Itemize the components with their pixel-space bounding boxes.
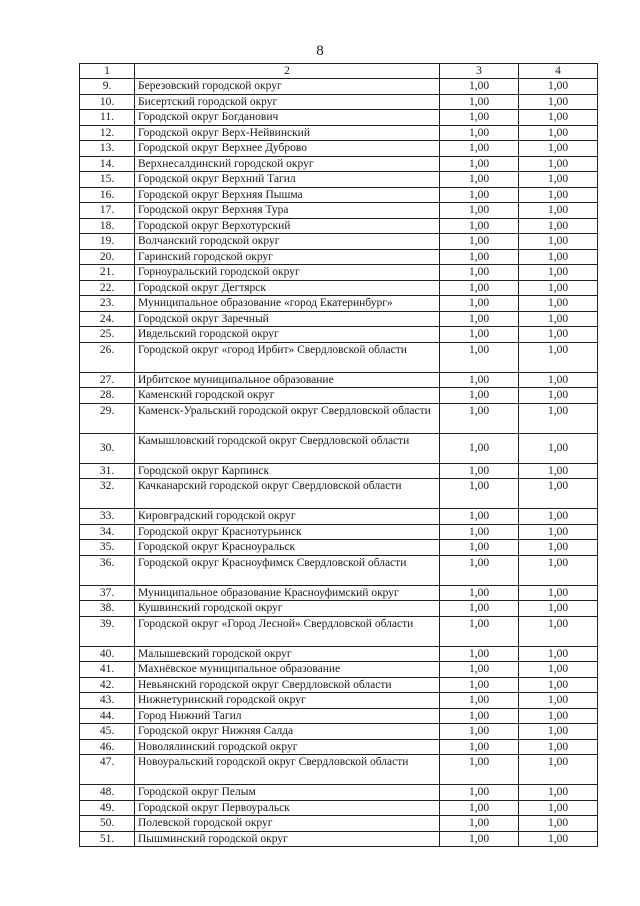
municipality-name-cell: Муниципальное образование Красноуфимский округ xyxy=(135,585,440,601)
value-col3-cell: 1,00 xyxy=(440,187,519,203)
value-col3-cell: 1,00 xyxy=(440,724,519,740)
value-col4-cell: 1,00 xyxy=(519,94,598,110)
row-number-cell: 16. xyxy=(80,187,135,203)
header-cell-1: 1 xyxy=(80,64,135,79)
municipality-name-cell: Муниципальное образование «город Екатеринбург» xyxy=(135,296,440,312)
municipality-name-cell: Каменск-Уральский городской округ Свердловской области xyxy=(135,403,440,433)
municipality-name-cell: Гаринский городской округ xyxy=(135,249,440,265)
municipality-name-cell: Кушвинский городской округ xyxy=(135,601,440,617)
value-col3-cell: 1,00 xyxy=(440,218,519,234)
value-col3-cell: 1,00 xyxy=(440,79,519,95)
row-number-cell: 26. xyxy=(80,342,135,372)
value-col4-cell: 1,00 xyxy=(519,388,598,404)
table-row xyxy=(80,327,598,343)
value-col3-cell: 1,00 xyxy=(440,280,519,296)
value-col4-cell: 1,00 xyxy=(519,187,598,203)
value-col3-cell: 1,00 xyxy=(440,800,519,816)
municipality-name-cell: Березовский городской округ xyxy=(135,79,440,95)
row-number-cell: 37. xyxy=(80,585,135,601)
row-number-cell: 17. xyxy=(80,203,135,219)
municipality-name-cell: Городской округ Заречный xyxy=(135,311,440,327)
row-number-cell: 14. xyxy=(80,156,135,172)
table-row xyxy=(80,342,598,372)
value-col3-cell: 1,00 xyxy=(440,524,519,540)
municipality-name-cell: Махнёвское муниципальное образование xyxy=(135,662,440,678)
value-col4-cell: 1,00 xyxy=(519,708,598,724)
row-number-cell: 11. xyxy=(80,110,135,126)
table-row xyxy=(80,125,598,141)
row-number-cell: 35. xyxy=(80,540,135,556)
row-number-cell: 23. xyxy=(80,296,135,312)
value-col3-cell: 1,00 xyxy=(440,555,519,585)
municipality-name-cell: Качканарский городской округ Свердловской области xyxy=(135,479,440,509)
municipality-name-cell: Новоуральский городской округ Свердловской области xyxy=(135,755,440,785)
value-col4-cell: 1,00 xyxy=(519,141,598,157)
value-col4-cell: 1,00 xyxy=(519,693,598,709)
row-number-cell: 30. xyxy=(80,433,135,463)
value-col3-cell: 1,00 xyxy=(440,94,519,110)
municipality-name-cell: Кировградский городской округ xyxy=(135,509,440,525)
value-col4-cell: 1,00 xyxy=(519,327,598,343)
municipality-name-cell: Бисертский городской округ xyxy=(135,94,440,110)
value-col3-cell: 1,00 xyxy=(440,601,519,617)
value-col4-cell: 1,00 xyxy=(519,800,598,816)
header-cell-3: 3 xyxy=(440,64,519,79)
row-number-cell: 32. xyxy=(80,479,135,509)
table-row xyxy=(80,218,598,234)
value-col3-cell: 1,00 xyxy=(440,693,519,709)
municipality-name-cell: Городской округ Красноуфимск Свердловской области xyxy=(135,555,440,585)
value-col3-cell: 1,00 xyxy=(440,388,519,404)
table-row xyxy=(80,479,598,509)
value-col3-cell: 1,00 xyxy=(440,708,519,724)
value-col3-cell: 1,00 xyxy=(440,156,519,172)
table-row xyxy=(80,172,598,188)
table-row xyxy=(80,110,598,126)
table-row xyxy=(80,296,598,312)
value-col4-cell: 1,00 xyxy=(519,724,598,740)
table-row xyxy=(80,724,598,740)
table-row xyxy=(80,433,598,463)
value-col3-cell: 1,00 xyxy=(440,433,519,463)
value-col4-cell: 1,00 xyxy=(519,616,598,646)
value-col3-cell: 1,00 xyxy=(440,509,519,525)
value-col3-cell: 1,00 xyxy=(440,311,519,327)
value-col4-cell: 1,00 xyxy=(519,755,598,785)
value-col4-cell: 1,00 xyxy=(519,646,598,662)
table-row xyxy=(80,249,598,265)
table-row xyxy=(80,79,598,95)
row-number-cell: 31. xyxy=(80,463,135,479)
value-col3-cell: 1,00 xyxy=(440,463,519,479)
value-col3-cell: 1,00 xyxy=(440,816,519,832)
row-number-cell: 27. xyxy=(80,372,135,388)
value-col4-cell: 1,00 xyxy=(519,785,598,801)
table-header-row xyxy=(80,64,598,79)
value-col4-cell: 1,00 xyxy=(519,372,598,388)
row-number-cell: 33. xyxy=(80,509,135,525)
municipality-name-cell: Нижнетуринский городской округ xyxy=(135,693,440,709)
table-row xyxy=(80,94,598,110)
table-row xyxy=(80,463,598,479)
row-number-cell: 45. xyxy=(80,724,135,740)
table-row xyxy=(80,403,598,433)
municipality-name-cell: Городской округ Верхотурский xyxy=(135,218,440,234)
municipality-name-cell: Городской округ Верхний Тагил xyxy=(135,172,440,188)
table-row xyxy=(80,540,598,556)
value-col4-cell: 1,00 xyxy=(519,677,598,693)
municipality-name-cell: Ивдельский городской округ xyxy=(135,327,440,343)
table-row xyxy=(80,203,598,219)
municipality-name-cell: Городской округ Богданович xyxy=(135,110,440,126)
row-number-cell: 44. xyxy=(80,708,135,724)
municipality-name-cell: Городской округ Верхняя Пышма xyxy=(135,187,440,203)
value-col4-cell: 1,00 xyxy=(519,816,598,832)
row-number-cell: 25. xyxy=(80,327,135,343)
value-col4-cell: 1,00 xyxy=(519,311,598,327)
row-number-cell: 21. xyxy=(80,265,135,281)
value-col3-cell: 1,00 xyxy=(440,662,519,678)
value-col3-cell: 1,00 xyxy=(440,125,519,141)
value-col3-cell: 1,00 xyxy=(440,831,519,847)
row-number-cell: 49. xyxy=(80,800,135,816)
header-cell-2: 2 xyxy=(135,64,440,79)
municipality-name-cell: Городской округ Первоуральск xyxy=(135,800,440,816)
row-number-cell: 51. xyxy=(80,831,135,847)
value-col3-cell: 1,00 xyxy=(440,296,519,312)
municipality-name-cell: Малышевский городской округ xyxy=(135,646,440,662)
value-col4-cell: 1,00 xyxy=(519,342,598,372)
value-col3-cell: 1,00 xyxy=(440,372,519,388)
table-row xyxy=(80,234,598,250)
table-row xyxy=(80,509,598,525)
table-row xyxy=(80,693,598,709)
value-col4-cell: 1,00 xyxy=(519,125,598,141)
municipality-name-cell: Городской округ Красноуральск xyxy=(135,540,440,556)
municipality-name-cell: Городской округ Пелым xyxy=(135,785,440,801)
value-col4-cell: 1,00 xyxy=(519,739,598,755)
value-col4-cell: 1,00 xyxy=(519,218,598,234)
row-number-cell: 34. xyxy=(80,524,135,540)
municipality-name-cell: Городской округ Верхняя Тура xyxy=(135,203,440,219)
value-col4-cell: 1,00 xyxy=(519,403,598,433)
value-col3-cell: 1,00 xyxy=(440,616,519,646)
row-number-cell: 46. xyxy=(80,739,135,755)
value-col4-cell: 1,00 xyxy=(519,585,598,601)
row-number-cell: 50. xyxy=(80,816,135,832)
municipality-name-cell: Каменский городской округ xyxy=(135,388,440,404)
row-number-cell: 40. xyxy=(80,646,135,662)
table-row xyxy=(80,265,598,281)
value-col3-cell: 1,00 xyxy=(440,403,519,433)
value-col4-cell: 1,00 xyxy=(519,172,598,188)
value-col3-cell: 1,00 xyxy=(440,739,519,755)
row-number-cell: 13. xyxy=(80,141,135,157)
value-col4-cell: 1,00 xyxy=(519,234,598,250)
municipality-name-cell: Пышминский городской округ xyxy=(135,831,440,847)
row-number-cell: 43. xyxy=(80,693,135,709)
value-col4-cell: 1,00 xyxy=(519,203,598,219)
municipality-name-cell: Городской округ «Город Лесной» Свердловской области xyxy=(135,616,440,646)
municipality-name-cell: Горноуральский городской округ xyxy=(135,265,440,281)
row-number-cell: 48. xyxy=(80,785,135,801)
table-row xyxy=(80,555,598,585)
value-col4-cell: 1,00 xyxy=(519,601,598,617)
table-row xyxy=(80,831,598,847)
table-row xyxy=(80,616,598,646)
value-col3-cell: 1,00 xyxy=(440,110,519,126)
page-number: 8 xyxy=(316,43,324,59)
value-col4-cell: 1,00 xyxy=(519,249,598,265)
table-row xyxy=(80,524,598,540)
value-col4-cell: 1,00 xyxy=(519,463,598,479)
row-number-cell: 41. xyxy=(80,662,135,678)
header-cell-4: 4 xyxy=(519,64,598,79)
municipality-name-cell: Городской округ Дегтярск xyxy=(135,280,440,296)
table-row xyxy=(80,156,598,172)
value-col4-cell: 1,00 xyxy=(519,265,598,281)
table-row xyxy=(80,311,598,327)
row-number-cell: 20. xyxy=(80,249,135,265)
row-number-cell: 10. xyxy=(80,94,135,110)
value-col3-cell: 1,00 xyxy=(440,342,519,372)
row-number-cell: 29. xyxy=(80,403,135,433)
municipality-name-cell: Городской округ Краснотурьинск xyxy=(135,524,440,540)
value-col3-cell: 1,00 xyxy=(440,327,519,343)
table-row xyxy=(80,646,598,662)
value-col4-cell: 1,00 xyxy=(519,156,598,172)
value-col3-cell: 1,00 xyxy=(440,265,519,281)
row-number-cell: 12. xyxy=(80,125,135,141)
value-col4-cell: 1,00 xyxy=(519,509,598,525)
municipality-name-cell: Городской округ Карпинск xyxy=(135,463,440,479)
table-row xyxy=(80,739,598,755)
municipality-name-cell: Новолялинский городской округ xyxy=(135,739,440,755)
value-col4-cell: 1,00 xyxy=(519,296,598,312)
table-row xyxy=(80,800,598,816)
row-number-cell: 39. xyxy=(80,616,135,646)
value-col4-cell: 1,00 xyxy=(519,662,598,678)
municipality-name-cell: Городской округ «город Ирбит» Свердловской области xyxy=(135,342,440,372)
value-col4-cell: 1,00 xyxy=(519,555,598,585)
value-col3-cell: 1,00 xyxy=(440,585,519,601)
table-body xyxy=(80,64,598,847)
value-col3-cell: 1,00 xyxy=(440,755,519,785)
municipality-name-cell: Ирбитское муниципальное образование xyxy=(135,372,440,388)
row-number-cell: 38. xyxy=(80,601,135,617)
row-number-cell: 19. xyxy=(80,234,135,250)
table-row xyxy=(80,677,598,693)
table-row xyxy=(80,601,598,617)
value-col4-cell: 1,00 xyxy=(519,831,598,847)
value-col4-cell: 1,00 xyxy=(519,110,598,126)
municipality-name-cell: Городской округ Верх-Нейвинский xyxy=(135,125,440,141)
municipality-name-cell: Камышловский городской округ Свердловской области xyxy=(135,433,440,463)
value-col3-cell: 1,00 xyxy=(440,249,519,265)
municipality-name-cell: Город Нижний Тагил xyxy=(135,708,440,724)
value-col3-cell: 1,00 xyxy=(440,540,519,556)
table-row xyxy=(80,585,598,601)
row-number-cell: 24. xyxy=(80,311,135,327)
municipality-name-cell: Городской округ Нижняя Салда xyxy=(135,724,440,740)
municipality-name-cell: Полевской городской округ xyxy=(135,816,440,832)
value-col3-cell: 1,00 xyxy=(440,479,519,509)
value-col3-cell: 1,00 xyxy=(440,646,519,662)
table-row xyxy=(80,816,598,832)
municipality-name-cell: Волчанский городской округ xyxy=(135,234,440,250)
row-number-cell: 22. xyxy=(80,280,135,296)
table-row xyxy=(80,785,598,801)
municipality-name-cell: Городской округ Верхнее Дуброво xyxy=(135,141,440,157)
table-row xyxy=(80,141,598,157)
value-col4-cell: 1,00 xyxy=(519,524,598,540)
value-col4-cell: 1,00 xyxy=(519,540,598,556)
row-number-cell: 42. xyxy=(80,677,135,693)
row-number-cell: 47. xyxy=(80,755,135,785)
table-row xyxy=(80,280,598,296)
value-col3-cell: 1,00 xyxy=(440,785,519,801)
value-col3-cell: 1,00 xyxy=(440,172,519,188)
row-number-cell: 9. xyxy=(80,79,135,95)
allocation-table xyxy=(79,63,598,847)
table-row xyxy=(80,388,598,404)
value-col4-cell: 1,00 xyxy=(519,479,598,509)
value-col4-cell: 1,00 xyxy=(519,280,598,296)
municipality-name-cell: Невьянский городской округ Свердловской области xyxy=(135,677,440,693)
row-number-cell: 28. xyxy=(80,388,135,404)
row-number-cell: 36. xyxy=(80,555,135,585)
row-number-cell: 15. xyxy=(80,172,135,188)
value-col3-cell: 1,00 xyxy=(440,203,519,219)
table-row xyxy=(80,187,598,203)
value-col3-cell: 1,00 xyxy=(440,141,519,157)
table-row xyxy=(80,708,598,724)
value-col3-cell: 1,00 xyxy=(440,677,519,693)
value-col4-cell: 1,00 xyxy=(519,79,598,95)
table-row xyxy=(80,755,598,785)
value-col4-cell: 1,00 xyxy=(519,433,598,463)
municipality-name-cell: Верхнесалдинский городской округ xyxy=(135,156,440,172)
table-row xyxy=(80,372,598,388)
table-row xyxy=(80,662,598,678)
value-col3-cell: 1,00 xyxy=(440,234,519,250)
row-number-cell: 18. xyxy=(80,218,135,234)
